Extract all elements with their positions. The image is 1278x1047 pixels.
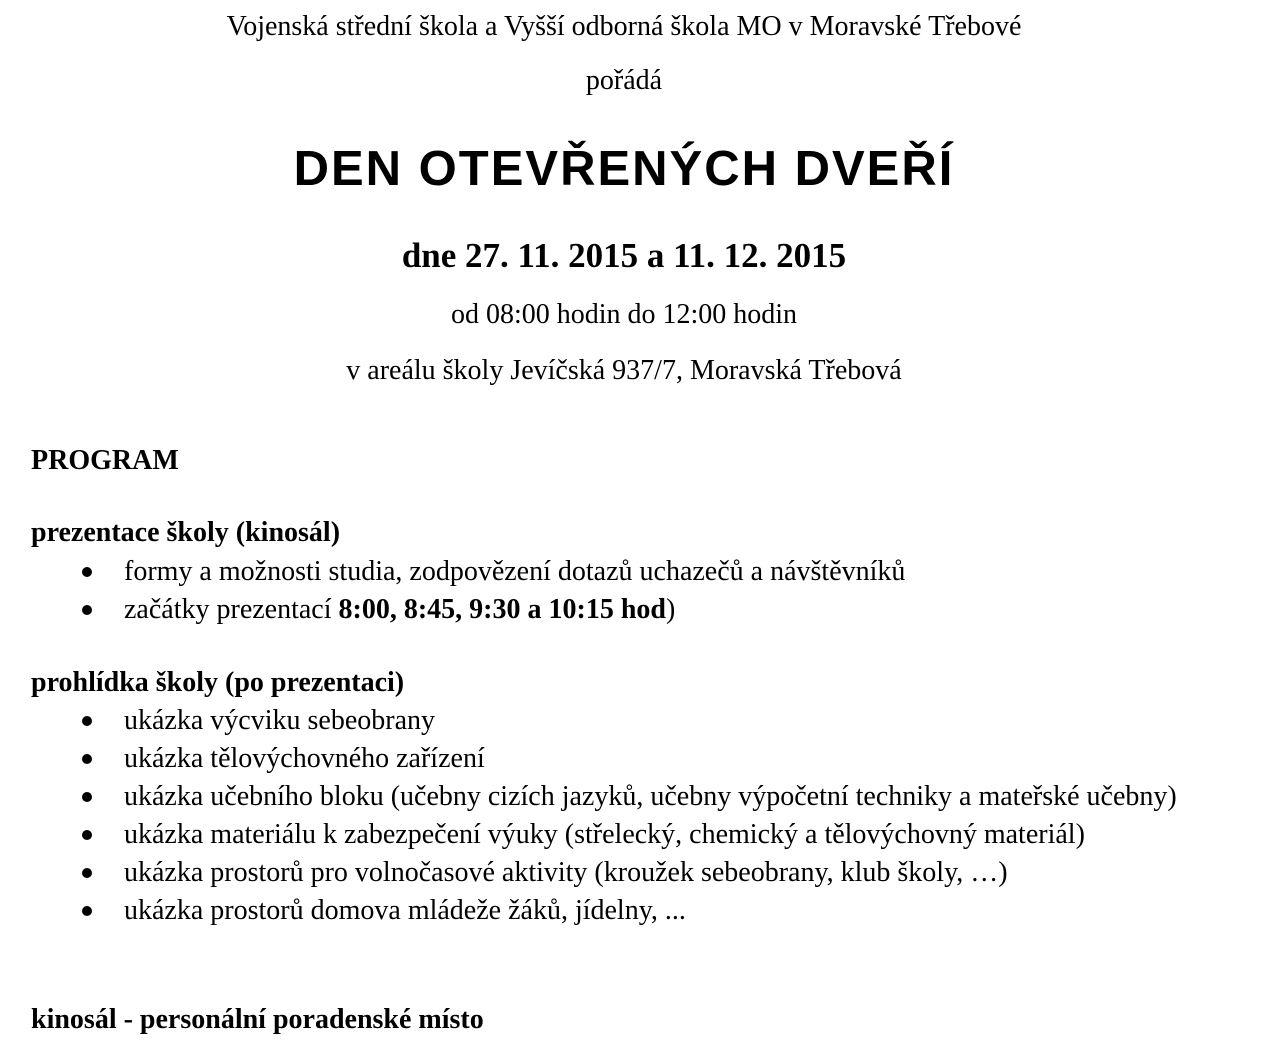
list-item — [0, 892, 1214, 930]
list-item-text: ukázka výcviku sebeobrany — [124, 705, 435, 736]
bullet-icon — [82, 567, 92, 577]
list-item-text-prefix: začátky prezentací — [124, 594, 339, 625]
list-item-text: formy a možnosti studia, zodpovězení dotazů uchazečů a návštěvníků — [124, 556, 906, 587]
list-item — [0, 553, 1214, 591]
list-item — [0, 702, 1214, 740]
section-heading-tour: prohlídka školy (po prezentaci) — [31, 667, 405, 698]
list-item — [0, 740, 1214, 778]
bullet-icon — [82, 906, 92, 916]
list-item-text-suffix: ) — [665, 594, 676, 625]
event-venue: v areálu školy Jevíčská 937/7, Moravská Třebová — [346, 355, 902, 386]
bullet-icon — [82, 830, 92, 840]
bullet-icon — [82, 754, 92, 764]
school-name: Vojenská střední škola a Vyšší odborná škola MO v Moravské Třebové — [226, 11, 1022, 42]
bullet-icon — [82, 792, 92, 802]
presentation-times: 8:00, 8:45, 9:30 a 10:15 hod — [338, 594, 666, 625]
event-title: DEN OTEVŘENÝCH DVEŘÍ — [293, 142, 955, 196]
organizes-line: pořádá — [585, 65, 663, 96]
section-heading-counseling: kinosál - personální poradenské místo — [31, 1004, 484, 1035]
presentation-list — [0, 553, 1214, 629]
list-item — [0, 591, 1214, 629]
list-item-text: ukázka prostorů domova mládeže žáků, jídelny, ... — [124, 895, 686, 926]
bullet-icon — [82, 716, 92, 726]
section-heading-presentation: prezentace školy (kinosál) — [31, 517, 341, 548]
list-item-text: ukázka prostorů pro volnočasové aktivity (kroužek sebeobrany, klub školy, …) — [124, 857, 1008, 888]
list-item — [0, 778, 1214, 816]
bullet-icon — [82, 605, 92, 615]
list-item — [0, 816, 1214, 854]
list-item-text: ukázka učebního bloku (učebny cizích jazyků, učebny výpočetní techniky a mateřské učebny) — [124, 781, 1177, 812]
event-dates: dne 27. 11. 2015 a 11. 12. 2015 — [401, 236, 847, 275]
tour-list — [0, 702, 1214, 930]
list-item — [0, 854, 1214, 892]
event-hours: od 08:00 hodin do 12:00 hodin — [450, 299, 798, 330]
list-item-text: ukázka materiálu k zabezpečení výuky (střelecký, chemický a tělovýchovný materiál) — [124, 819, 1085, 850]
program-heading: PROGRAM — [31, 445, 179, 476]
bullet-icon — [82, 868, 92, 878]
list-item-text: ukázka tělovýchovného zařízení — [124, 743, 485, 774]
